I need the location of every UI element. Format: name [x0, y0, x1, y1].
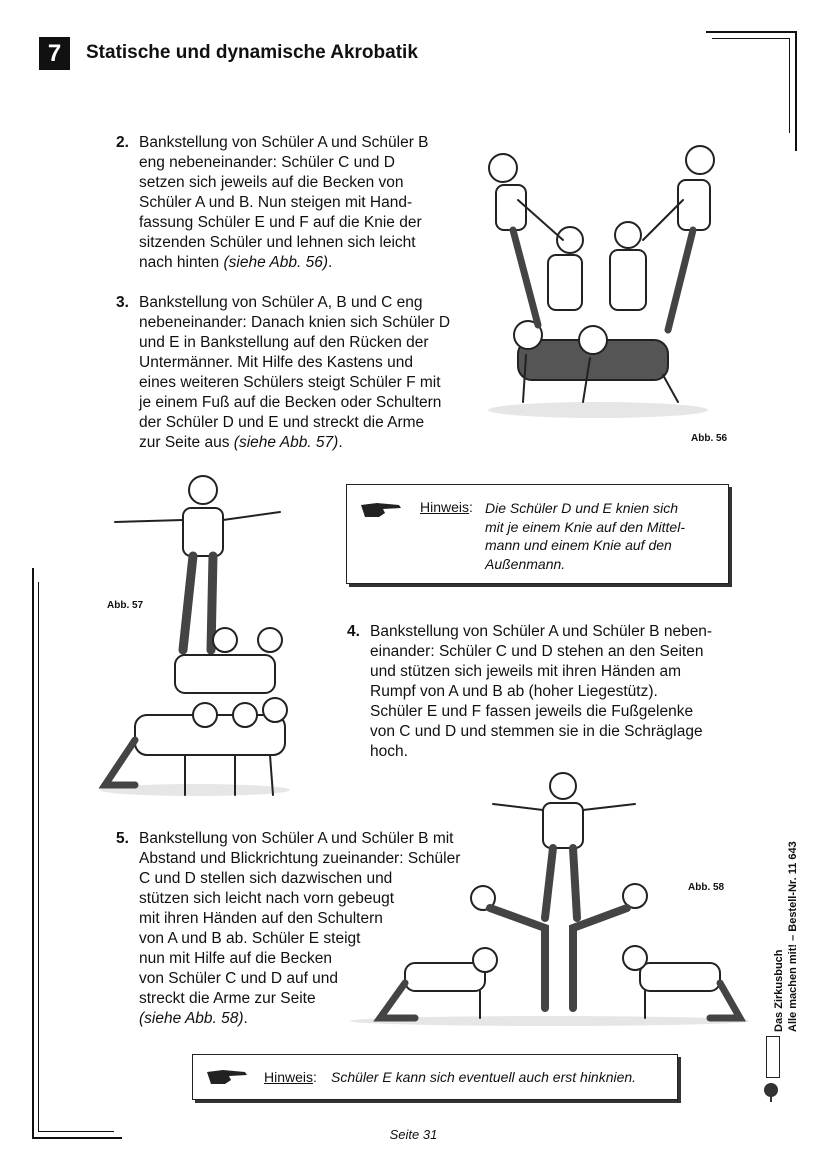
hint-label-text: Hinweis: [420, 499, 470, 515]
item-line: der Schüler D und E und streckt die Arme: [139, 414, 425, 431]
item-line-text: nach hinten: [139, 254, 224, 271]
figure-reference: (siehe Abb. 56): [223, 254, 329, 271]
item-line: Schüler A und B. Nun steigen mit Hand-: [139, 194, 413, 211]
item-line: Rumpf von A und B ab (hoher Liegestütz).: [370, 683, 658, 700]
frame-top-right-v2: [789, 38, 790, 133]
item-line: streckt die Arme zur Seite: [139, 990, 316, 1007]
item-line: sitzenden Schüler und lehnen sich leicht: [139, 234, 416, 251]
figure-reference: (siehe Abb. 58): [139, 1010, 244, 1027]
item-line: und E in Bankstellung auf den Rücken der: [139, 334, 429, 351]
publisher-logo-mark: [766, 1036, 780, 1078]
exercise-item-2: [116, 133, 429, 273]
item-line: von A und B ab. Schüler E steigt: [139, 930, 361, 947]
item-line: einander: Schüler C und D stehen an den Seiten: [370, 643, 704, 660]
frame-top-right-h2: [712, 38, 790, 39]
item-line-text: zur Seite aus: [139, 434, 234, 451]
item-line: Bankstellung von Schüler A und Schüler B neben-: [370, 623, 713, 640]
item-line: stützen sich leicht nach vorn gebeugt: [139, 890, 395, 907]
exercise-item-4: [347, 622, 713, 762]
item-number: 3.: [116, 294, 129, 311]
frame-bottom-left-v2: [38, 582, 39, 1132]
item-line: Bankstellung von Schüler A und Schüler B: [139, 134, 429, 151]
figure-label-abb-57: Abb. 57: [107, 600, 144, 611]
item-line: Bankstellung von Schüler A und Schüler B mit: [139, 830, 454, 847]
item-line: C und D stellen sich dazwischen und: [139, 870, 393, 887]
item-line: von Schüler C und D auf und: [139, 970, 339, 987]
illustration-abb-56: [478, 140, 718, 440]
hint-line: mann und einem Knie auf den: [485, 537, 672, 553]
item-number: 4.: [347, 623, 360, 640]
item-line: und stützen sich jeweils mit ihren Händen am: [370, 663, 682, 680]
figure-reference: (siehe Abb. 57): [233, 434, 339, 451]
sidebar-order-info: Alle machen mit! – Bestell-Nr. 11 643: [787, 841, 799, 1032]
item-line-punct: .: [243, 1010, 248, 1027]
hint-text: Schüler E kann sich eventuell auch erst hinknien.: [331, 1069, 637, 1085]
sidebar-book-title: Das Zirkusbuch: [773, 949, 785, 1032]
illustration-abb-57: [95, 470, 295, 800]
item-number: 2.: [116, 134, 129, 151]
item-line: setzen sich jeweils auf die Becken von: [139, 174, 404, 191]
item-line: je einem Fuß auf die Becken oder Schultern: [139, 394, 442, 411]
frame-bottom-left-v1: [32, 568, 34, 1139]
item-line-punct: .: [328, 254, 333, 271]
item-line: eines weiteren Schülers steigt Schüler F mit: [139, 374, 441, 391]
figure-label-abb-58: Abb. 58: [688, 882, 725, 893]
page-number: Seite 31: [389, 1127, 438, 1142]
item-line: nebeneinander: Danach knien sich Schüler D: [139, 314, 451, 331]
figure-label-abb-56: Abb. 56: [691, 433, 728, 444]
exercise-item-3: [116, 293, 451, 453]
item-line: Schüler E und F fassen jeweils die Fußgelenke: [370, 703, 694, 720]
pointing-hand-icon: [359, 499, 403, 521]
pointing-hand-icon: [205, 1066, 249, 1088]
hint-label-colon: :: [469, 499, 473, 515]
chapter-number-box: [39, 37, 70, 70]
hint-label: [264, 1069, 317, 1085]
item-line: von C und D und stemmen sie in die Schräglage: [370, 723, 703, 740]
hint-line: mit je einem Knie auf den Mittel-: [485, 518, 685, 535]
publisher-logo: [758, 1036, 788, 1104]
item-line: fassung Schüler E und F auf die Knie der: [139, 214, 422, 231]
item-line-punct: .: [338, 434, 343, 451]
hint-box-1: [346, 484, 729, 584]
item-line: hoch.: [370, 743, 408, 760]
hint-box-2: [192, 1054, 678, 1100]
frame-top-right-h1: [706, 31, 796, 33]
hint-line: Außenmann.: [485, 555, 566, 572]
item-line: mit ihren Händen auf den Schultern: [139, 910, 383, 927]
hint-line: Die Schüler D und E knien sich: [485, 500, 678, 516]
hint-label: [420, 499, 473, 515]
hint-label-colon: :: [313, 1069, 317, 1085]
item-line: [139, 433, 450, 453]
item-line: Untermänner. Mit Hilfe des Kastens und: [139, 354, 413, 371]
frame-top-right-v1: [795, 31, 797, 151]
item-line: [139, 253, 429, 273]
illustration-abb-58: [345, 768, 755, 1030]
page-title: Statische und dynamische Akrobatik: [86, 42, 418, 63]
item-line: Bankstellung von Schüler A, B und C eng: [139, 294, 423, 311]
item-number: 5.: [116, 830, 129, 847]
hint-label-text: Hinweis: [264, 1069, 314, 1085]
chapter-number: 7: [47, 39, 62, 67]
item-line: eng nebeneinander: Schüler C und D: [139, 154, 395, 171]
item-line: nun mit Hilfe auf die Becken: [139, 950, 332, 967]
item-line: Abstand und Blickrichtung zueinander: Schüler: [139, 850, 461, 867]
hint-text: [485, 499, 685, 573]
tree-icon: [760, 1082, 782, 1102]
